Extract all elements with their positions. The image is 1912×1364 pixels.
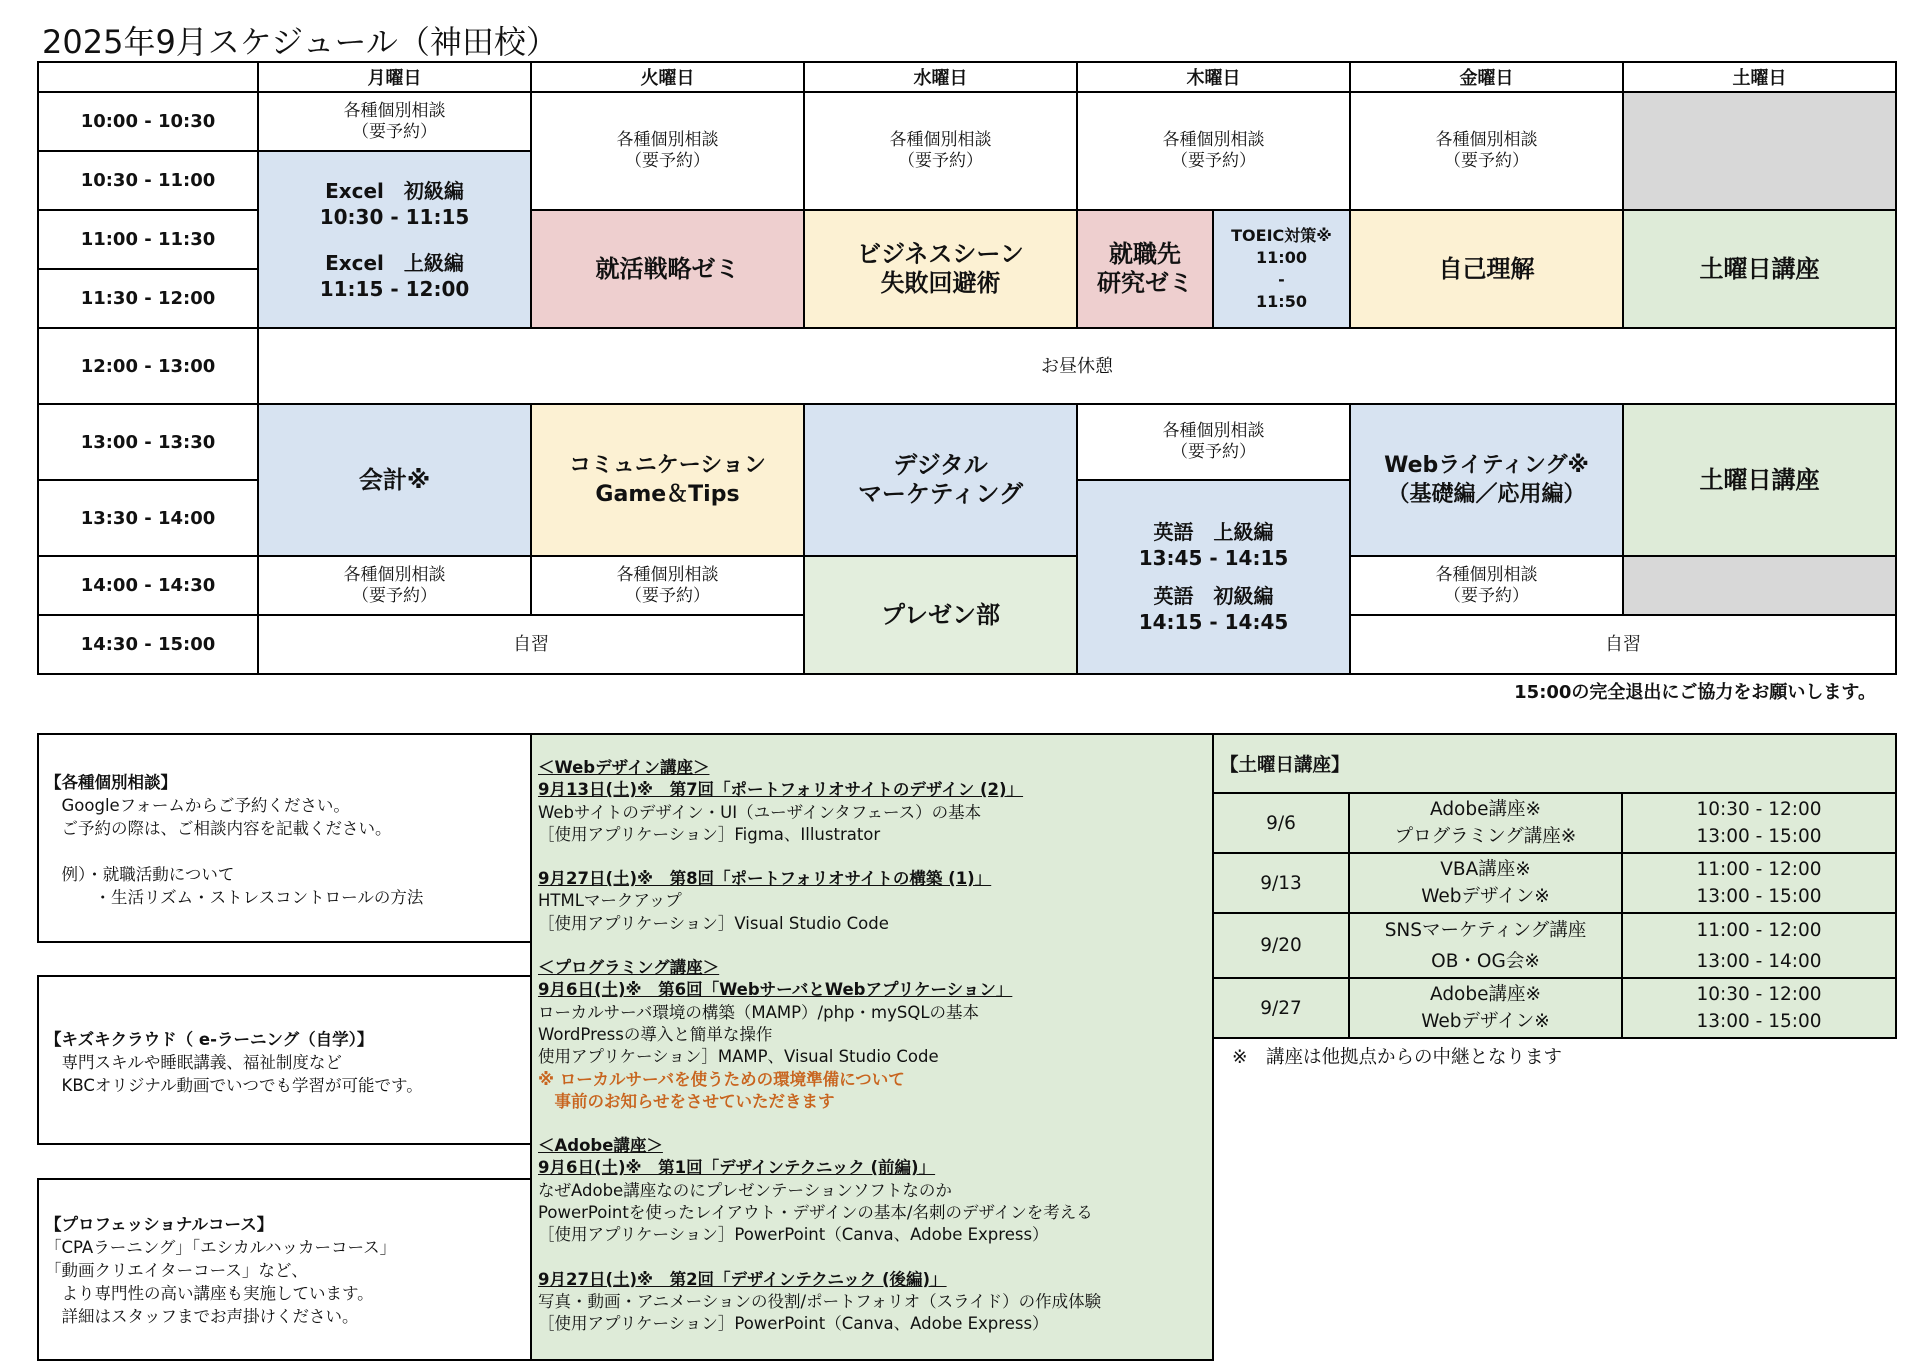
accounting-cell: 会計※ [258,404,531,556]
time-slot: 11:30 - 12:00 [38,269,258,328]
closed-cell [1623,556,1896,615]
communication-cell: コミュニケーション Game＆Tips [531,404,804,556]
header-wednesday: 水曜日 [804,62,1077,92]
header-monday: 月曜日 [258,62,531,92]
toeic-cell: TOEIC対策※ 11:00 - 11:50 [1213,210,1350,328]
info-kizuki-box: 【キズキクラウド（ e-ラーニング（自学）】 専門スキルや睡眠講義、福祉制度など KBCオリジナル動画でいつでも学習が可能です。 [37,975,532,1145]
header-saturday: 土曜日 [1623,62,1896,92]
saturday-heading: 【土曜日講座】 [1213,734,1896,793]
header-empty [38,62,258,92]
exit-note: 15:00の完全退出にご協力をお願いします。 [1514,682,1876,703]
time-slot: 14:00 - 14:30 [38,556,258,615]
job-zemi-cell: 就活戦略ゼミ [531,210,804,328]
adobe-heading: ＜Adobe講座＞ [538,1136,663,1156]
consult-cell: 各種個別相談 （要予約） [531,556,804,615]
header-tuesday: 火曜日 [531,62,804,92]
time-slot: 10:00 - 10:30 [38,92,258,151]
sat-date: 9/27 [1213,978,1349,1038]
consult-cell: 各種個別相談 （要予約） [531,92,804,210]
sat-course-times: 11:00 - 12:00 13:00 - 14:00 [1622,913,1896,978]
consult-cell: 各種個別相談 （要予約） [804,92,1077,210]
time-slot: 13:30 - 14:00 [38,480,258,556]
course-info-box: ＜Webデザイン講座＞ 9月13日(土)※ 第7回「ポートフォリオサイトのデザイン (2)」 Webサイトのデザイン・UI（ユーザインタフェース）の基本 ［使用アプリケーション］Figma、Illustrator 9月27日(土)※ 第8回「ポートフォリオサイトの構築 (1)」 HTMLマークアップ ［使用アプリケーション］Visual Studio Code ＜プログラミング講座＞ 9月6日(土)※ 第6回「WebサーバとWebアプリケーション」 ローカルサーバ環境の構築（MAMP）/php・mySQLの基本 WordPressの導入と簡単な操作 使用アプリケーション］MAMP、Visual Studio Code ※ ローカルサーバを使うための環境準備について 事前のお知らせをさせていただきます ＜Adobe講座＞ 9月6日(土)※ 第1回「デザインテクニック (前編)」 なぜAdobe講座なのにプレゼンテーションソフトなのか PowerPointを使ったレイアウト・デザインの基本/名刺のデザインを考える ［使用アプリケーション］PowerPoint（Canva、Adobe Express） 9月27日(土)※ 第2回「デザインテクニック (後編)」 写真・動画・アニメーションの役割/ポートフォリオ（スライド）の作成体験 ［使用アプリケーション］PowerPoint（Canva、Adobe Express） [530,733,1214,1361]
lunch-break-cell: お昼休憩 [258,328,1896,404]
consult-cell: 各種個別相談 （要予約） [1077,92,1350,210]
sat-course-times: 10:30 - 12:00 13:00 - 15:00 [1622,793,1896,853]
web-writing-cell: Webライティング※ （基礎編／応用編） [1350,404,1623,556]
closed-cell [1623,92,1896,210]
time-slot: 13:00 - 13:30 [38,404,258,480]
web-design-heading: ＜Webデザイン講座＞ [538,758,710,777]
time-slot: 11:00 - 11:30 [38,210,258,269]
sat-date: 9/13 [1213,853,1349,913]
consult-cell: 各種個別相談 （要予約） [258,92,531,151]
saturday-course-cell: 土曜日講座 [1623,404,1896,556]
programming-heading: ＜プログラミング講座＞ [538,958,720,978]
time-slot: 14:30 - 15:00 [38,615,258,674]
page-title: 2025年9月スケジュール（神田校） [42,23,558,61]
info-pro-box: 【プロフェッショナルコース】 「CPAラーニング」「エシカルハッカーコース」 「動画クリエイターコース」など、 より専門性の高い講座も実施しています。 詳細はスタッフまでお声掛けください。 [37,1178,532,1361]
company-research-cell: 就職先 研究ゼミ [1077,210,1213,328]
consult-cell: 各種個別相談 （要予約） [258,556,531,615]
self-understanding-cell: 自己理解 [1350,210,1623,328]
sat-date: 9/6 [1213,793,1349,853]
header-thursday: 木曜日 [1077,62,1350,92]
sat-course-names: Adobe講座※ Webデザイン※ [1349,978,1622,1038]
self-study-cell: 自習 [258,615,804,674]
consult-cell: 各種個別相談 （要予約） [1077,404,1350,480]
header-friday: 金曜日 [1350,62,1623,92]
sat-course-names: VBA講座※ Webデザイン※ [1349,853,1622,913]
digital-marketing-cell: デジタル マーケティング [804,404,1077,556]
sat-course-times: 11:00 - 12:00 13:00 - 15:00 [1622,853,1896,913]
business-scene-cell: ビジネスシーン 失敗回避術 [804,210,1077,328]
schedule-table [37,61,1897,675]
sat-date: 9/20 [1213,913,1349,978]
saturday-course-cell: 土曜日講座 [1623,210,1896,328]
time-slot: 12:00 - 13:00 [38,328,258,404]
english-course-cell: 英語 上級編 13:45 - 14:15 英語 初級編 14:15 - 14:45 [1077,480,1350,674]
sat-course-times: 10:30 - 12:00 13:00 - 15:00 [1622,978,1896,1038]
sat-course-names: Adobe講座※ プログラミング講座※ [1349,793,1622,853]
self-study-cell: 自習 [1350,615,1896,674]
consult-cell: 各種個別相談 （要予約） [1350,556,1623,615]
saturday-course-table [1212,733,1897,1039]
excel-course-cell: Excel 初級編 10:30 - 11:15 Excel 上級編 11:15 - 12:00 [258,151,531,328]
info-consult-box: 【各種個別相談】 Googleフォームからご予約ください。 ご予約の際は、ご相談内容を記載ください。 例）・就職活動について ・生活リズム・ストレスコントロールの方法 [37,733,532,943]
consult-cell: 各種個別相談 （要予約） [1350,92,1623,210]
sat-course-names: SNSマーケティング講座 OB・OG会※ [1349,913,1622,978]
presentation-club-cell: プレゼン部 [804,556,1077,674]
saturday-note: ※ 講座は他拠点からの中継となります [1232,1047,1563,1068]
time-slot: 10:30 - 11:00 [38,151,258,210]
